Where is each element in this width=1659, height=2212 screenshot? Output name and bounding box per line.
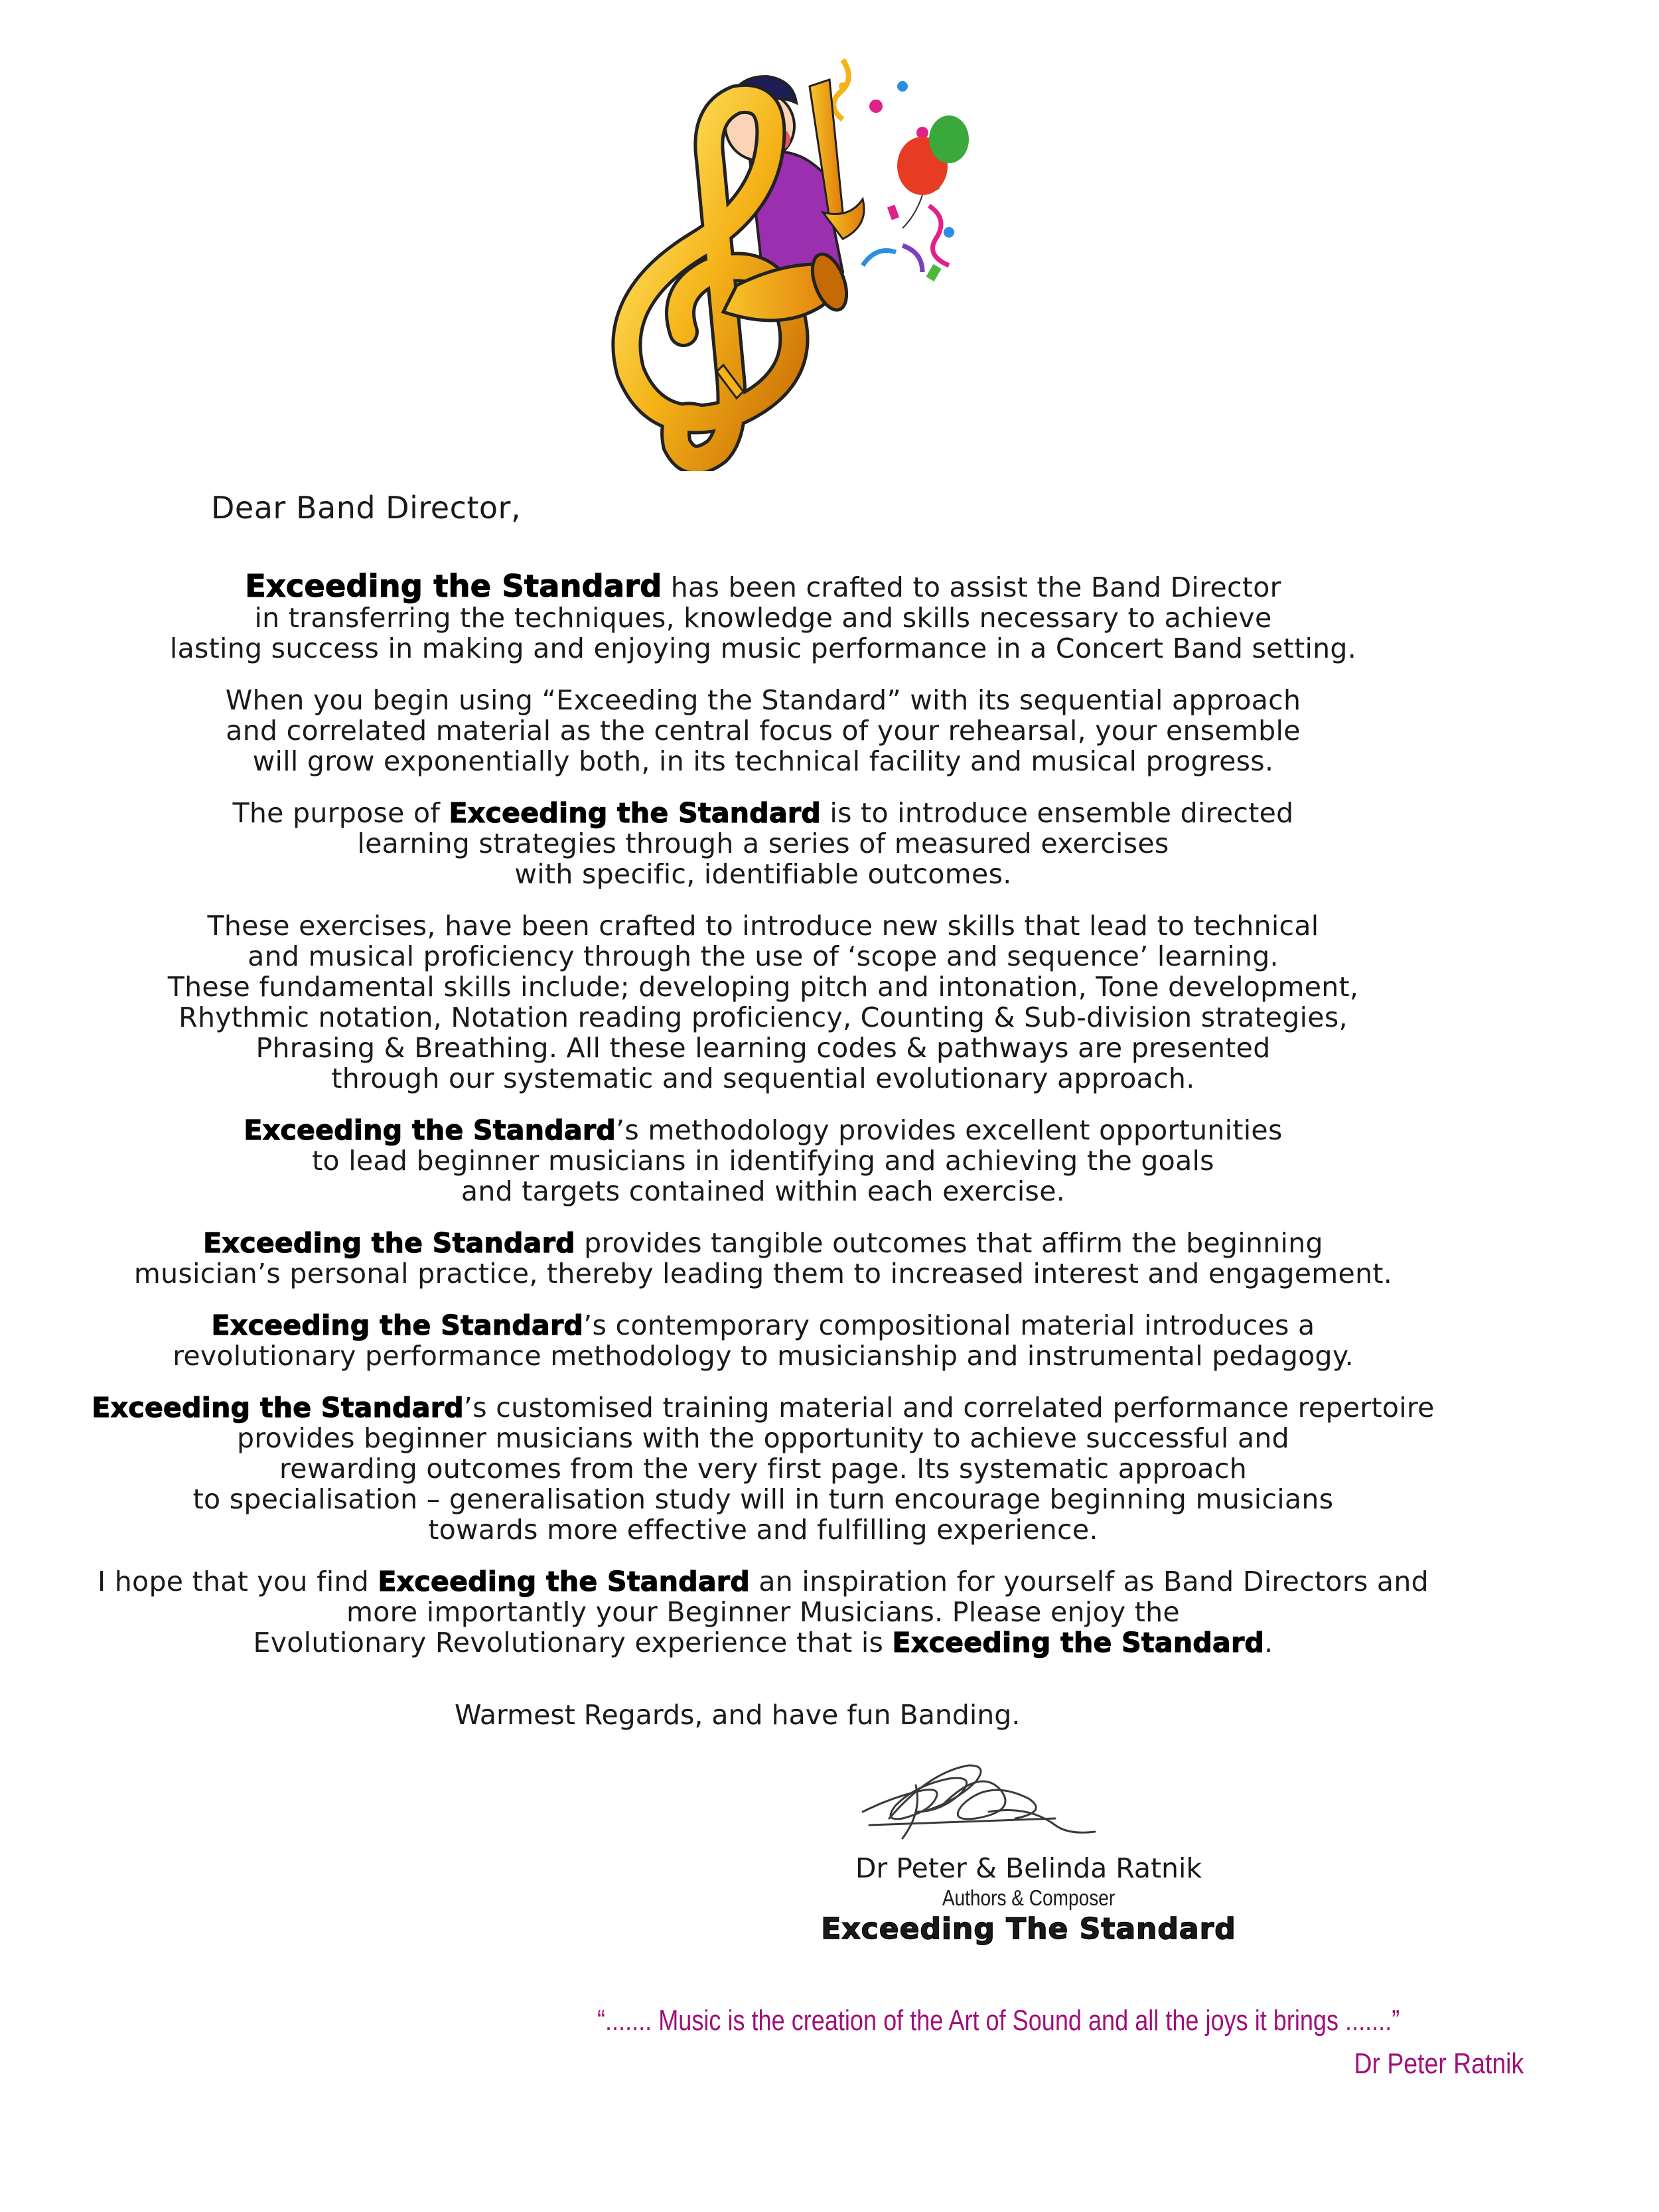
paragraph: Exceeding the Standard’s contemporary compositional material introduces a revolutionary performance methodology to musicianship and instrumental pedagogy. <box>173 1309 1354 1372</box>
signature-icon <box>849 1745 1102 1845</box>
greeting: Dear Band Director, <box>211 490 522 526</box>
brand-name: Exceeding the Standard <box>244 1114 616 1146</box>
signature-block <box>816 1852 1241 1947</box>
brand-name: Exceeding the Standard <box>92 1392 464 1424</box>
letter-body <box>66 568 1460 1679</box>
quote-author: Dr Peter Ratnik <box>1354 2047 1524 2080</box>
paragraph: Exceeding the Standard’s customised training material and correlated performance repertoire provides beginner musicians with the opportunity to achieve successful and rewarding outcomes from the very first page. Its systematic approach to specialisation – generalisation study will in turn encourage beginning musicians towards more effective and fulfilling experience. <box>92 1392 1435 1546</box>
treble-clef-musician-logo <box>531 46 969 471</box>
closing-line: Warmest Regards, and have fun Banding. <box>455 1699 1021 1731</box>
paragraph: Exceeding the Standard’s methodology provides excellent opportunities to lead beginner musicians in identifying and achieving the goals and targets contained within each exercise. <box>244 1114 1283 1207</box>
paragraph: The purpose of Exceeding the Standard is to introduce ensemble directed learning strategies through a series of measured exercises with specific, identifiable outcomes. <box>232 797 1294 890</box>
paragraph: These exercises, have been crafted to introduce new skills that lead to technical and musical proficiency through the use of ‘scope and sequence’ learning. These fundamental skills include; developing pitch and intonation, Tone development, Rhythmic notation, Notation reading proficiency, Counting & Sub-division strategies, Phrasing & Breathing. All these learning codes & pathways are presented through our systematic and sequential evolutionary approach. <box>167 910 1359 1094</box>
brand-name: Exceeding the Standard <box>449 797 822 829</box>
paragraph: Exceeding the Standard provides tangible outcomes that affirm the beginning musician’s personal practice, thereby leading them to increased interest and engagement. <box>133 1227 1393 1290</box>
signer-name: Dr Peter & Belinda Ratnik <box>855 1852 1202 1884</box>
paragraph: When you begin using “Exceeding the Standard” with its sequential approach and correlated material as the central focus of your rehearsal, your ensemble will grow exponentially both, in its technical facility and musical progress. <box>225 684 1301 777</box>
brand-name: Exceeding the Standard <box>203 1227 575 1259</box>
brand-name: Exceeding the Standard <box>892 1627 1265 1659</box>
signer-role: Authors & Composer <box>942 1885 1116 1910</box>
paragraph: I hope that you find Exceeding the Standard an inspiration for yourself as Band Directors and more importantly your Beginner Musicians. Please enjoy the Evolutionary Revolutionary experience that is Exceeding the Standard. <box>98 1566 1429 1659</box>
quote-text: “....... Music is the creation of the Art of Sound and all the joys it brings .......” <box>597 2004 1400 2037</box>
brand-name: Exceeding the Standard <box>211 1309 584 1341</box>
brand-name: Exceeding the Standard <box>378 1566 750 1597</box>
brand-name: Exceeding the Standard <box>245 568 662 604</box>
paragraph: Exceeding the Standard has been crafted to assist the Band Director in transferring the techniques, knowledge and skills necessary to achieve lasting success in making and enjoying music performance in a Concert Band setting. <box>169 568 1357 664</box>
signer-brand: Exceeding The Standard <box>821 1912 1236 1946</box>
